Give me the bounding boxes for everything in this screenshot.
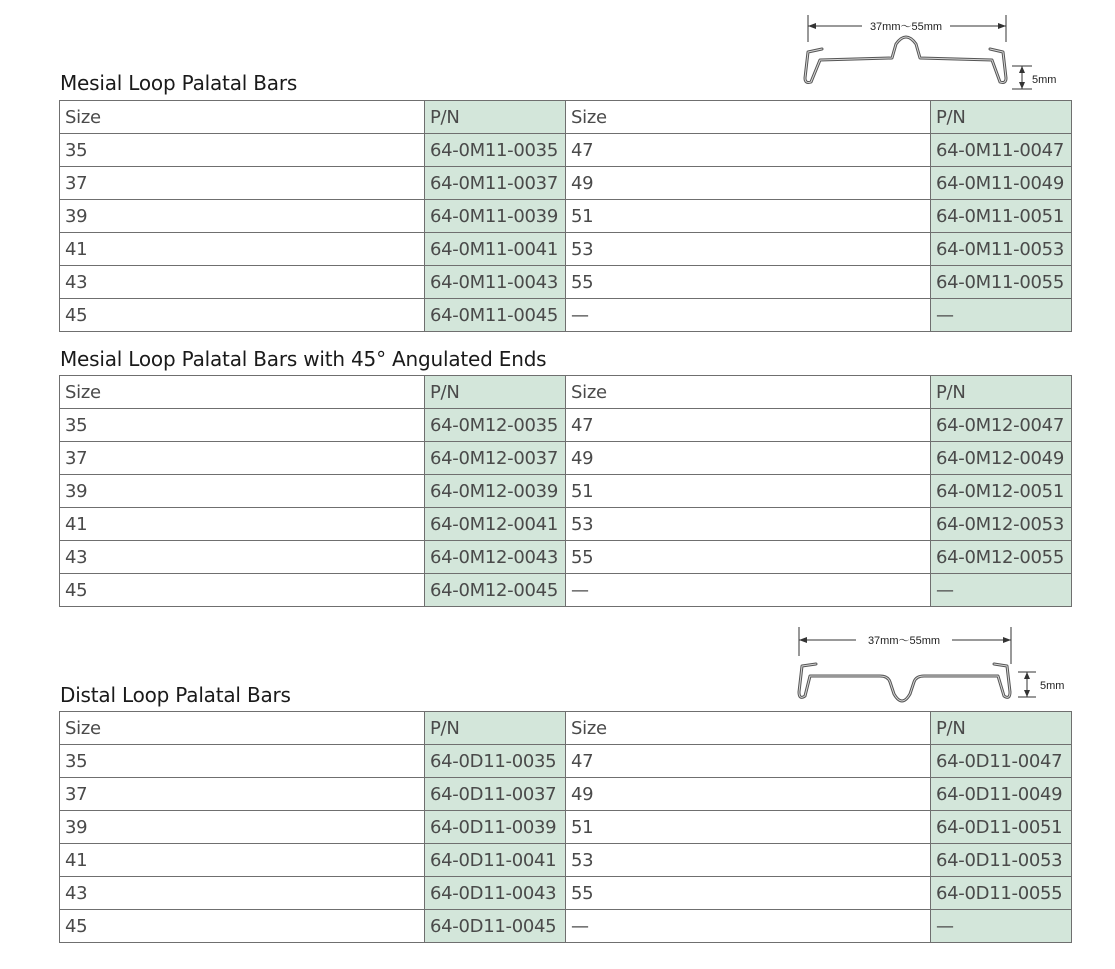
parts-table [59,711,1072,943]
distal-width-label: 37mm～55mm [867,635,941,647]
part-number-cell: 64-0M11-0039 [425,200,566,233]
table-row [60,877,1072,910]
table-row [60,778,1072,811]
part-number-cell: 64-0M12-0053 [931,508,1072,541]
size-cell: 51 [566,475,931,508]
size-cell: 41 [60,844,425,877]
table-row [60,844,1072,877]
section-title: Distal Loop Palatal Bars [60,683,291,707]
header-size: Size [566,376,931,409]
size-cell: 47 [566,409,931,442]
table-row [60,910,1072,943]
size-cell: 51 [566,811,931,844]
table-row [60,200,1072,233]
part-number-cell: — [931,299,1072,332]
size-cell: 53 [566,508,931,541]
part-number-cell: 64-0M12-0049 [931,442,1072,475]
size-cell: 47 [566,745,931,778]
size-cell: 49 [566,442,931,475]
size-cell: 45 [60,910,425,943]
section-title: Mesial Loop Palatal Bars [60,71,298,95]
part-number-cell: — [931,574,1072,607]
size-cell: 49 [566,778,931,811]
table-header-row [60,101,1072,134]
size-cell: 39 [60,475,425,508]
part-number-cell: 64-0D11-0051 [931,811,1072,844]
part-number-cell: 64-0D11-0043 [425,877,566,910]
table-row [60,541,1072,574]
part-number-cell: 64-0M12-0047 [931,409,1072,442]
mesial-height-label: 5mm [1032,74,1057,86]
table-row [60,574,1072,607]
part-number-cell: 64-0M11-0037 [425,167,566,200]
size-cell: 41 [60,233,425,266]
size-cell: — [566,574,931,607]
part-number-cell: 64-0M12-0035 [425,409,566,442]
size-cell: 39 [60,811,425,844]
part-number-cell: 64-0M12-0037 [425,442,566,475]
size-cell: 43 [60,877,425,910]
table-row [60,508,1072,541]
size-cell: 53 [566,233,931,266]
header-size: Size [566,101,931,134]
size-cell: 53 [566,844,931,877]
part-number-cell: 64-0D11-0047 [931,745,1072,778]
part-number-cell: 64-0M11-0049 [931,167,1072,200]
part-number-cell: 64-0D11-0049 [931,778,1072,811]
size-cell: 35 [60,134,425,167]
table-row [60,233,1072,266]
header-pn: P/N [425,376,566,409]
size-cell: 37 [60,778,425,811]
section-title: Mesial Loop Palatal Bars with 45° Angulated Ends [60,347,547,371]
part-number-cell: 64-0M11-0045 [425,299,566,332]
header-pn: P/N [931,376,1072,409]
part-number-cell: 64-0M11-0043 [425,266,566,299]
part-number-cell: 64-0M11-0041 [425,233,566,266]
part-number-cell: 64-0M12-0039 [425,475,566,508]
table-row [60,442,1072,475]
distal-loop-bar-drawing [790,624,1080,706]
part-number-cell: 64-0M12-0041 [425,508,566,541]
part-number-cell: 64-0D11-0055 [931,877,1072,910]
part-number-cell: 64-0D11-0037 [425,778,566,811]
header-size: Size [566,712,931,745]
size-cell: 55 [566,266,931,299]
part-number-cell: 64-0D11-0053 [931,844,1072,877]
header-size: Size [60,101,425,134]
size-cell: 39 [60,200,425,233]
part-number-cell: 64-0M11-0035 [425,134,566,167]
table-header-row [60,712,1072,745]
size-cell: 43 [60,541,425,574]
part-number-cell: 64-0M11-0053 [931,233,1072,266]
part-number-cell: 64-0D11-0045 [425,910,566,943]
table-row [60,134,1072,167]
header-pn: P/N [931,712,1072,745]
size-cell: 55 [566,541,931,574]
part-number-cell: 64-0D11-0039 [425,811,566,844]
header-pn: P/N [425,712,566,745]
part-number-cell: 64-0D11-0041 [425,844,566,877]
part-number-cell: 64-0M11-0047 [931,134,1072,167]
table-row [60,475,1072,508]
size-cell: 37 [60,442,425,475]
part-number-cell: 64-0M12-0043 [425,541,566,574]
table-header-row [60,376,1072,409]
size-cell: 35 [60,409,425,442]
header-pn: P/N [425,101,566,134]
header-size: Size [60,712,425,745]
table-row [60,167,1072,200]
size-cell: 43 [60,266,425,299]
table-row [60,409,1072,442]
parts-table [59,100,1072,332]
size-cell: 37 [60,167,425,200]
distal-height-label: 5mm [1040,680,1065,692]
size-cell: 49 [566,167,931,200]
part-number-cell: 64-0M11-0051 [931,200,1072,233]
distal-loop-diagram [790,624,1080,706]
size-cell: 45 [60,299,425,332]
mesial-loop-diagram [796,12,1076,94]
size-cell: — [566,299,931,332]
part-number-cell: 64-0M12-0055 [931,541,1072,574]
table-row [60,811,1072,844]
table-row [60,266,1072,299]
part-number-cell: 64-0M12-0045 [425,574,566,607]
size-cell: 41 [60,508,425,541]
part-number-cell: 64-0M12-0051 [931,475,1072,508]
size-cell: 55 [566,877,931,910]
size-cell: 45 [60,574,425,607]
header-size: Size [60,376,425,409]
size-cell: 47 [566,134,931,167]
part-number-cell: 64-0M11-0055 [931,266,1072,299]
table-row [60,299,1072,332]
size-cell: 51 [566,200,931,233]
mesial-loop-bar-drawing [796,12,1076,94]
table-row [60,745,1072,778]
parts-table [59,375,1072,607]
header-pn: P/N [931,101,1072,134]
mesial-width-label: 37mm～55mm [869,21,943,33]
part-number-cell: 64-0D11-0035 [425,745,566,778]
part-number-cell: — [931,910,1072,943]
size-cell: — [566,910,931,943]
size-cell: 35 [60,745,425,778]
